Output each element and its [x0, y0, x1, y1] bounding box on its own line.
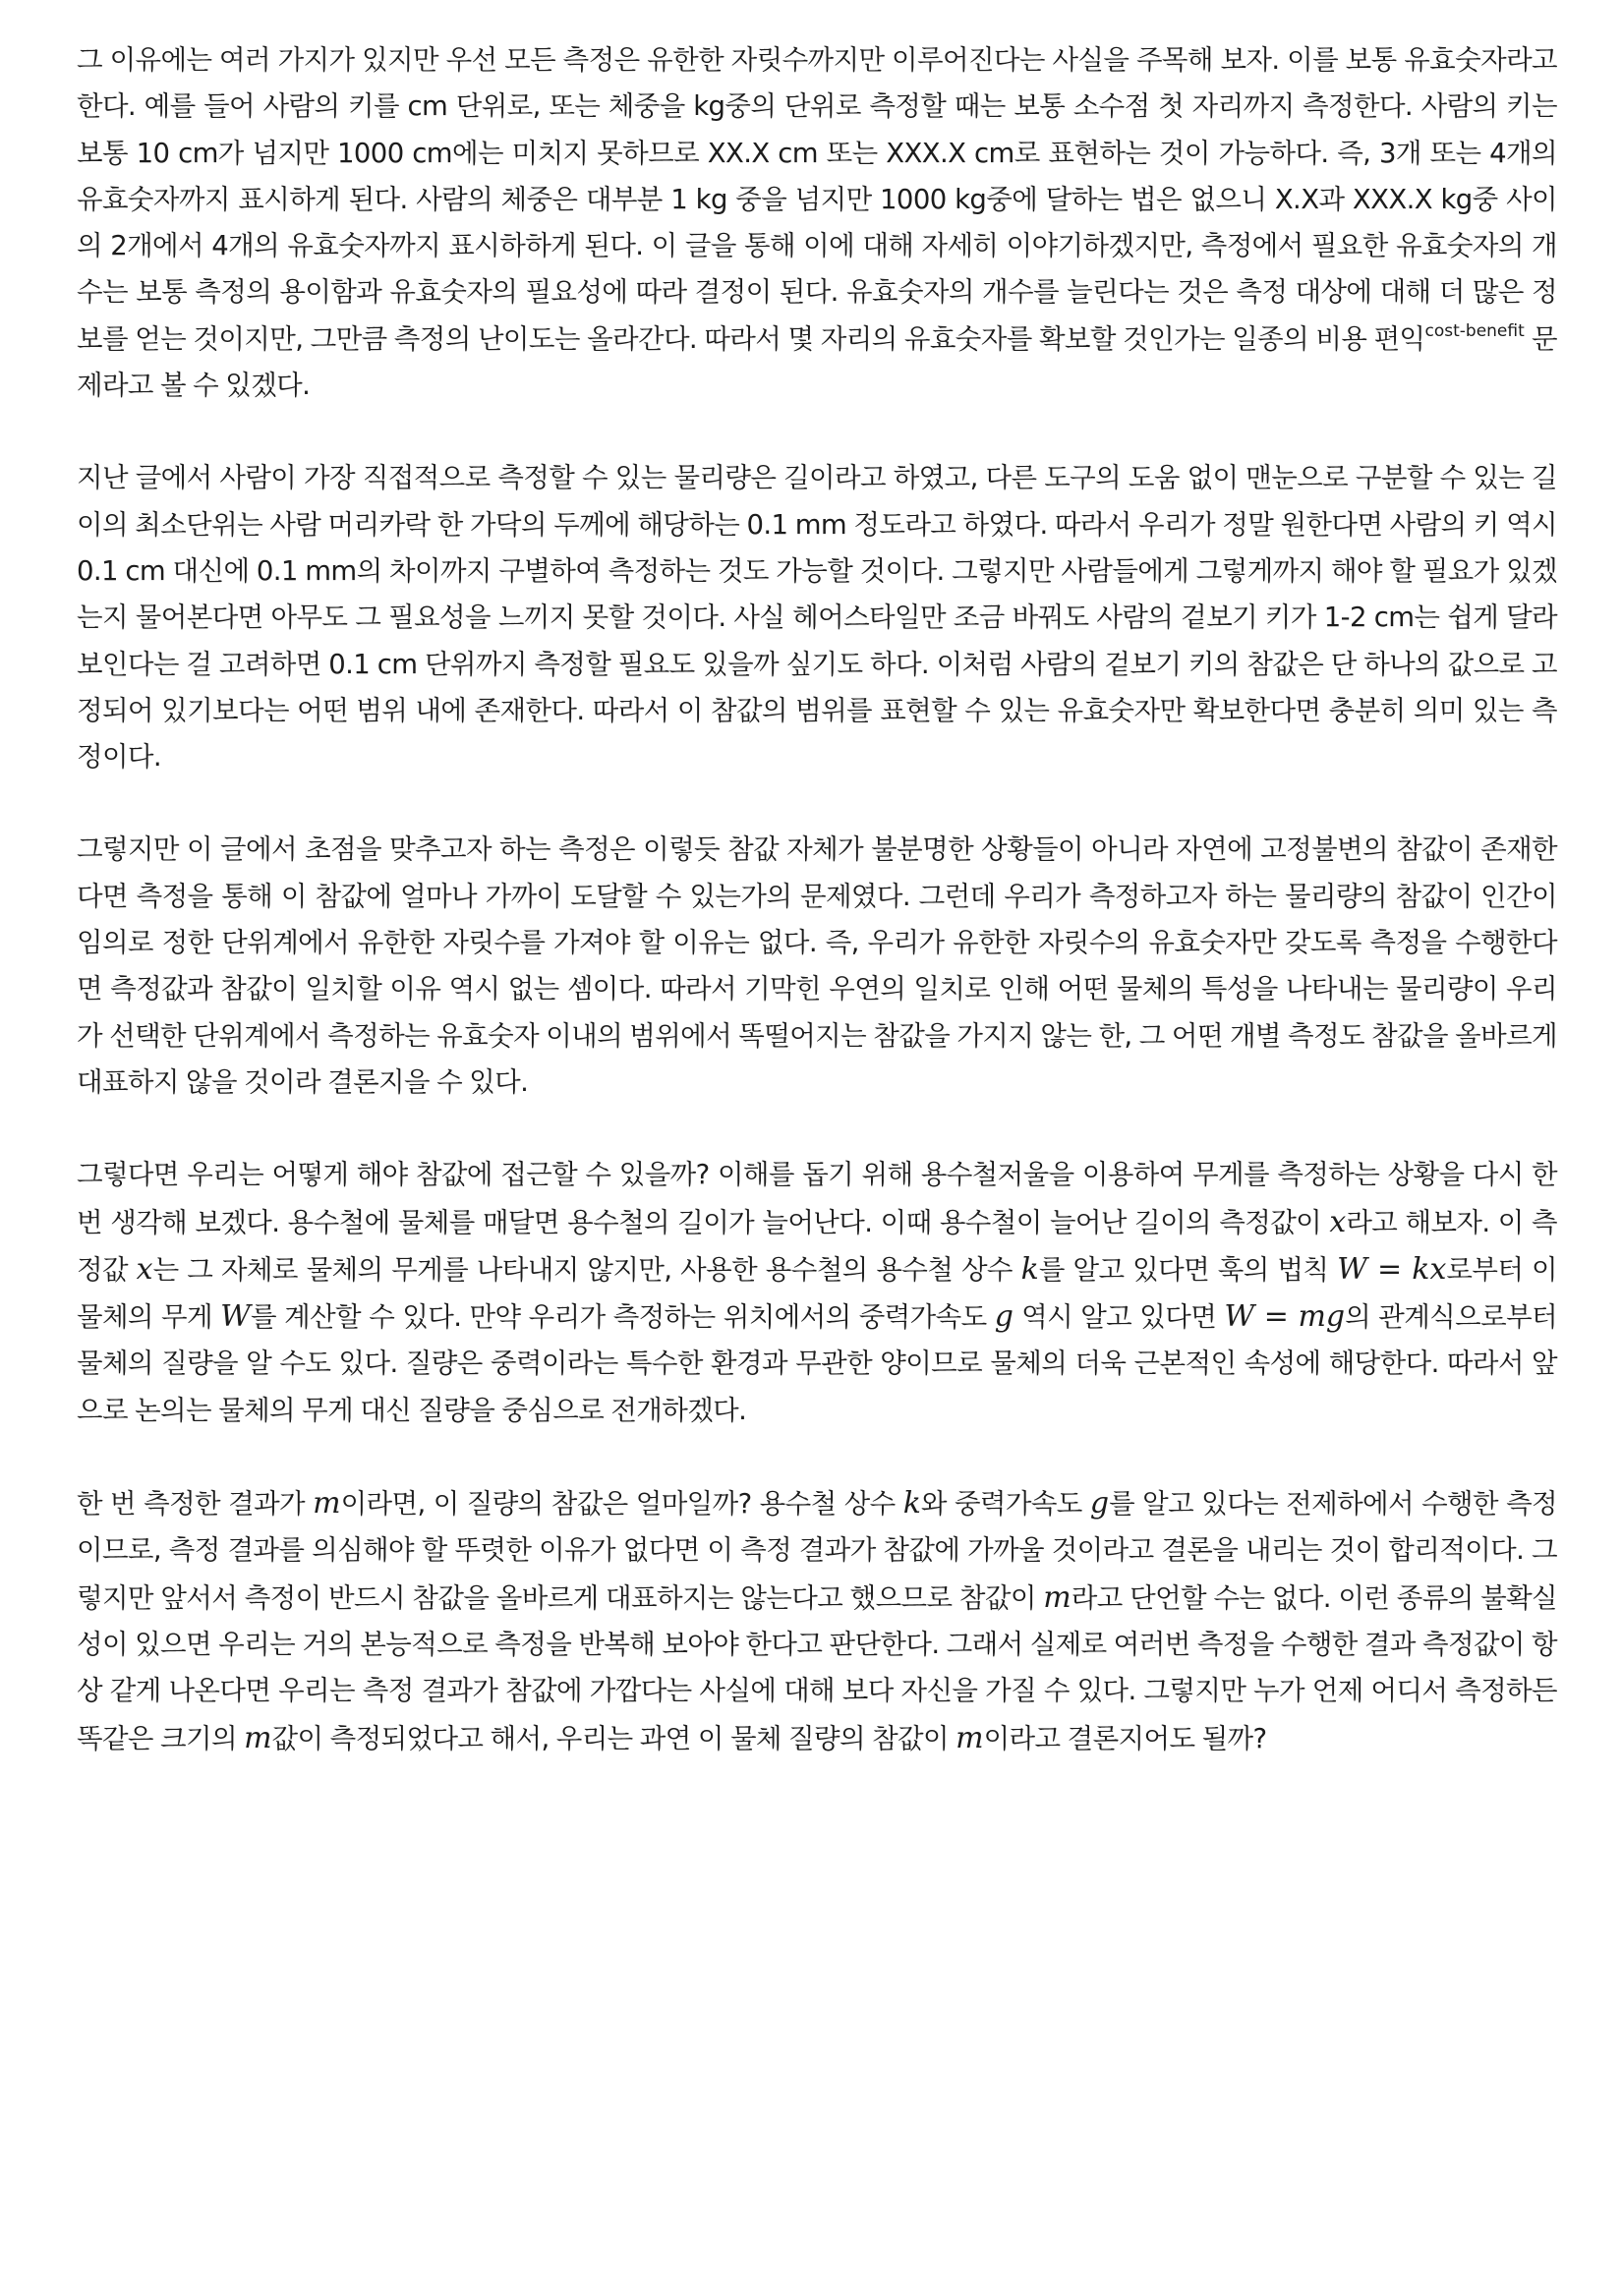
text-segment: 라고 단언할 수는 없다. 이런 종류의 불확실성이 있으면 우리는 거의 본능적으로 측정을 반복해 보아야 한다고 판단한다. 그래서 실제로 여러번 측정을 수행한 결과 측정값이 항상 같게 나온다면 우리는 측정 결과가 참값에 가깝다는 사실에 대해 보다 자신을 가질 수 있다. 그렇지만 누가 언제 어디서 측정하든 똑같은 크기의: [77, 1581, 1558, 1754]
math-expression: k: [1020, 1251, 1039, 1287]
text-segment: 이라면, 이 질량의 참값은 얼마일까? 용수철 상수: [340, 1488, 903, 1521]
text-segment: 로부터 이 물체의 무게: [77, 1253, 1557, 1334]
text-segment: 한 번 측정한 결과가: [77, 1488, 314, 1521]
article-body: [77, 37, 1557, 1808]
text-segment: 를 계산할 수 있다. 만약 우리가 측정하는 위치에서의 중력가속도: [251, 1301, 995, 1334]
text-segment: 의 관계식으로부터 물체의 질량을 알 수도 있다. 질량은 중력이라는 특수한 환경과 무관한 양이므로 물체의 더욱 근본적인 속성에 해당한다. 따라서 앞으로 논의는 물체의 무게 대신 질량을 중심으로 전개하겠다.: [77, 1301, 1557, 1426]
text-segment: 값이 측정되었다고 해서, 우리는 과연 이 물체 질량의 참값이: [271, 1722, 956, 1754]
text-segment: 그렇다면 우리는 어떻게 해야 참값에 접근할 수 있을까? 이해를 돕기 위해 용수철저울을 이용하여 무게를 측정하는 상황을 다시 한 번 생각해 보겠다. 용수철에 물체를 매달면 용수철의 길이가 늘어난다. 이때 용수철이 늘어난 길이의 측정값이: [77, 1159, 1557, 1238]
math-expression: W: [220, 1299, 251, 1335]
text-segment: 이라고 결론지어도 될까?: [983, 1722, 1267, 1754]
text-segment: 역시 알고 있다면: [1013, 1301, 1225, 1334]
text-segment: 는 그 자체로 물체의 무게를 나타내지 않지만, 사용한 용수철의 용수철 상수: [152, 1253, 1021, 1286]
math-expression: g: [994, 1299, 1014, 1335]
math-expression: m: [244, 1720, 272, 1755]
math-expression: g: [1089, 1486, 1110, 1521]
text-segment: 라고 해보자. 이 측정값: [77, 1206, 1557, 1286]
text-segment: 를 알고 있다면 훅의 법칙: [1038, 1253, 1338, 1286]
paragraph-repeated-measurement: [77, 1480, 1557, 1762]
math-expression: k: [902, 1486, 921, 1521]
math-expression: m: [1043, 1579, 1072, 1615]
text-segment: 를 알고 있다는 전제하에서 수행한 측정이므로, 측정 결과를 의심해야 할 뚜렷한 이유가 없다면 이 측정 결과가 참값에 가까울 것이라고 결론을 내리는 것이 합리적이다. 그렇지만 앞서서 측정이 반드시 참값을 올바르게 대표하지는 않는다고 했으므로 참값이: [77, 1488, 1558, 1614]
math-expression: m: [313, 1486, 341, 1521]
text-segment: 그 이유에는 여러 가지가 있지만 우선 모든 측정은 유한한 자릿수까지만 이루어진다는 사실을 주목해 보자. 이를 보통 유효숫자라고 한다. 예를 들어 사람의 키를 cm 단위로, 또는 체중을 kg중의 단위로 측정할 때는 보통 소수점 첫 자리까지 측정한다. 사람의 키는 보통 10 cm가 넘지만 1000 cm에는 미치지 못하므로 XX.X cm 또는 XXX.X cm로 표현하는 것이 가능하다. 즉, 3개 또는 4개의 유효숫자까지 표시하게 된다. 사람의 체중은 대부분 1 kg 중을 넘지만 1000 kg중에 달하는 법은 없으니 X.X과 XXX.X kg중 사이의 2개에서 4개의 유효숫자까지 표시하하게 된다. 이 글을 통해 이에 대해 자세히 이야기하겠지만, 측정에서 필요한 유효숫자의 개수는 보통 측정의 용이함과 유효숫자의 필요성에 따라 결정이 된다. 유효숫자의 개수를 늘린다는 것은 측정 대상에 대해 더 많은 정보를 얻는 것이지만, 그만큼 측정의 난이도는 올라간다. 따라서 몇 자리의 유효숫자를 확보할 것인가는 일종의 비용 편익: [77, 44, 1557, 355]
text-segment: 그렇지만 이 글에서 초점을 맞추고자 하는 측정은 이렇듯 참값 자체가 불분명한 상황들이 아니라 자연에 고정불변의 참값이 존재한다면 측정을 통해 이 참값에 얼마나 가까이 도달할 수 있는가의 문제였다. 그런데 우리가 측정하고자 하는 물리량의 참값이 인간이 임의로 정한 단위계에서 유한한 자릿수를 가져야 할 이유는 없다. 즉, 우리가 유한한 자릿수의 유효숫자만 갖도록 측정을 수행한다면 측정값과 참값이 일치할 이유 역시 없는 셈이다. 따라서 기막힌 우연의 일치로 인해 어떤 물체의 특성을 나타내는 물리량이 우리가 선택한 단위계에서 측정하는 유효숫자 이내의 범위에서 똑떨어지는 참값을 가지지 않는 한, 그 어떤 개별 측정도 참값을 올바르게 대표하지 않을 것이라 결론지을 수 있다.: [77, 833, 1557, 1098]
math-expression: W = kx: [1337, 1251, 1447, 1287]
paragraph-spring-scale: [77, 1152, 1557, 1434]
math-expression: x: [1329, 1204, 1347, 1239]
text-segment: 와 중력가속도: [920, 1488, 1090, 1521]
text-segment: 지난 글에서 사람이 가장 직접적으로 측정할 수 있는 물리량은 길이라고 하였고, 다른 도구의 도움 없이 맨눈으로 구분할 수 있는 길이의 최소단위는 사람 머리카락 한 가닥의 두께에 해당하는 0.1 mm 정도라고 하였다. 따라서 우리가 정말 원한다면 사람의 키 역시 0.1 cm 대신에 0.1 mm의 차이까지 구별하여 측정하는 것도 가능할 것이다. 그렇지만 사람들에게 그렇게까지 해야 할 필요가 있겠는지 물어본다면 아무도 그 필요성을 느끼지 못할 것이다. 사실 헤어스타일만 조금 바꿔도 사람의 겉보기 키가 1-2 cm는 쉽게 달라 보인다는 걸 고려하면 0.1 cm 단위까지 측정할 필요도 있을까 싶기도 하다. 이처럼 사람의 겉보기 키의 참값은 단 하나의 값으로 고정되어 있기보다는 어떤 범위 내에 존재한다. 따라서 이 참값의 범위를 표현할 수 있는 유효숫자만 확보한다면 충분히 의미 있는 측정이다.: [77, 462, 1557, 774]
math-expression: m: [956, 1720, 984, 1755]
paragraph-significant-figures: [77, 37, 1557, 409]
paragraph-true-value: [77, 827, 1557, 1106]
paragraph-height-measurement: [77, 455, 1557, 780]
math-expression: W = mg: [1224, 1299, 1346, 1335]
math-expression: x: [136, 1251, 153, 1287]
text-segment: 문제라고 볼 수 있겠다.: [77, 322, 1557, 402]
superscript-term: cost-benefit: [1424, 320, 1525, 341]
